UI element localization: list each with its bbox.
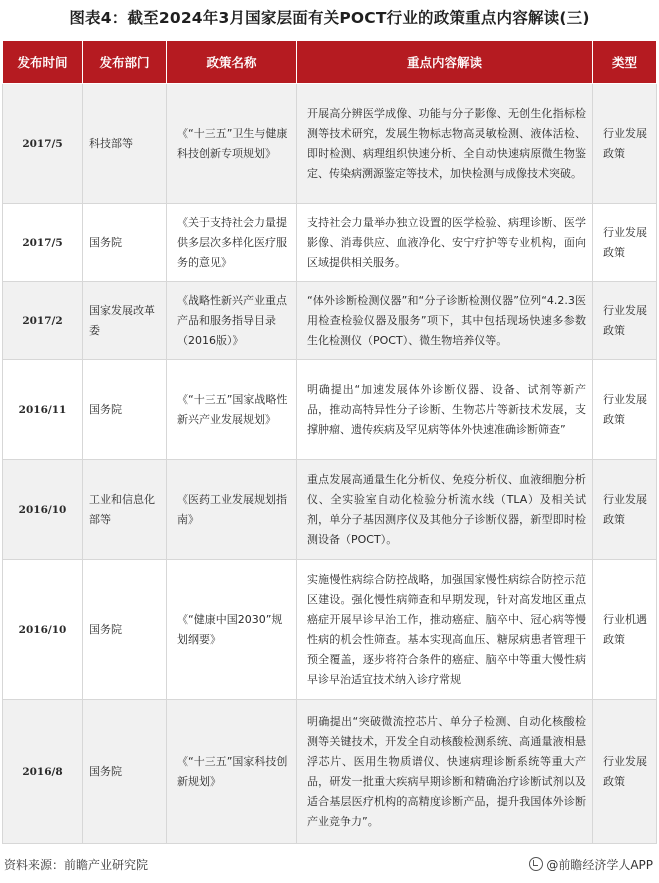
cell-time: 2016/10 <box>3 560 83 700</box>
cell-dept: 国务院 <box>83 700 167 844</box>
cell-content: 重点发展高通量生化分析仪、免疫分析仪、血液细胞分析仪、全实验室自动化检验分析流水线（TLA）及相关试剂，单分子基因测序仪及其他分子诊断仪器，新型即时检测设备（POCT）。 <box>297 460 593 560</box>
table-row <box>3 560 657 700</box>
cell-type: 行业机遇政策 <box>593 560 657 700</box>
cell-content: 支持社会力量举办独立设置的医学检验、病理诊断、医学影像、消毒供应、血液净化、安宁疗护等专业机构，面向区域提供相关服务。 <box>297 204 593 282</box>
column-header-content: 重点内容解读 <box>297 41 593 84</box>
column-header-type: 类型 <box>593 41 657 84</box>
cell-content: 开展高分辨医学成像、功能与分子影像、无创生化指标检测等技术研究，发展生物标志物高灵敏检测、液体活检、即时检测、病理组织快速分析、全自动快速病原微生物鉴定、传染病溯源鉴定等技术，加快检测与成像技术突破。 <box>297 84 593 204</box>
cell-policy: 《“健康中国2030”规划纲要》 <box>167 560 297 700</box>
cell-content: 明确提出“突破微流控芯片、单分子检测、自动化核酸检测等关键技术，开发全自动核酸检测系统、高通量液相悬浮芯片、医用生物质谱仪、快速病理诊断系统等重大产品，研发一批重大疾病早期诊断和精确治疗诊断试剂以及适合基层医疗机构的高精度诊断产品，提升我国体外诊断产业竞争力”。 <box>297 700 593 844</box>
cell-time: 2017/5 <box>3 204 83 282</box>
table-row <box>3 460 657 560</box>
cell-dept: 国务院 <box>83 204 167 282</box>
cell-dept: 科技部等 <box>83 84 167 204</box>
brand-credit-label: @前瞻经济学人APP <box>546 858 653 872</box>
cell-time: 2017/2 <box>3 282 83 360</box>
column-header-policy: 政策名称 <box>167 41 297 84</box>
policy-table <box>2 40 657 844</box>
cell-time: 2016/10 <box>3 460 83 560</box>
cell-time: 2016/11 <box>3 360 83 460</box>
page-title: 图表4：截至2024年3月国家层面有关POCT行业的政策重点内容解读(三) <box>69 9 590 27</box>
brand-logo-icon <box>529 857 543 871</box>
cell-content: 实施慢性病综合防控战略，加强国家慢性病综合防控示范区建设。强化慢性病筛查和早期发现，针对高发地区重点癌症开展早诊早治工作，推动癌症、脑卒中、冠心病等慢性病的机会性筛查。基本实现高血压、糖尿病患者管理干预全覆盖，逐步将符合条件的癌症、脑卒中等重大慢性病早诊早治适宜技术纳入诊疗常规 <box>297 560 593 700</box>
cell-dept: 国务院 <box>83 360 167 460</box>
brand-credit <box>529 856 653 873</box>
column-header-dept: 发布部门 <box>83 41 167 84</box>
cell-dept: 国家发展改革委 <box>83 282 167 360</box>
cell-policy: 《医药工业发展规划指南》 <box>167 460 297 560</box>
cell-policy: 《“十三五”卫生与健康科技创新专项规划》 <box>167 84 297 204</box>
table-row <box>3 84 657 204</box>
cell-type: 行业发展政策 <box>593 700 657 844</box>
source-note: 资料来源：前瞻产业研究院 <box>4 858 149 872</box>
column-header-time: 发布时间 <box>3 41 83 84</box>
cell-content: 明确提出“加速发展体外诊断仪器、设备、试剂等新产品，推动高特异性分子诊断、生物芯片等新技术发展，支撑肿瘤、遗传疾病及罕见病等体外快速准确诊断筛查” <box>297 360 593 460</box>
cell-type: 行业发展政策 <box>593 282 657 360</box>
cell-policy: 《“十三五”国家战略性新兴产业发展规划》 <box>167 360 297 460</box>
cell-dept: 工业和信息化部等 <box>83 460 167 560</box>
cell-time: 2016/8 <box>3 700 83 844</box>
table-row <box>3 282 657 360</box>
cell-type: 行业发展政策 <box>593 84 657 204</box>
cell-policy: 《关于支持社会力量提供多层次多样化医疗服务的意见》 <box>167 204 297 282</box>
cell-type: 行业发展政策 <box>593 360 657 460</box>
cell-type: 行业发展政策 <box>593 460 657 560</box>
cell-time: 2017/5 <box>3 84 83 204</box>
cell-type: 行业发展政策 <box>593 204 657 282</box>
table-header-row <box>3 41 657 84</box>
table-row <box>3 360 657 460</box>
table-row <box>3 204 657 282</box>
cell-content: “体外诊断检测仪器”和“分子诊断检测仪器”位列“4.2.3医用检查检验仪器及服务”项下，其中包括现场快速多参数生化检测仪（POCT）、微生物培养仪等。 <box>297 282 593 360</box>
cell-policy: 《战略性新兴产业重点产品和服务指导目录（2016版）》 <box>167 282 297 360</box>
cell-policy: 《“十三五”国家科技创新规划》 <box>167 700 297 844</box>
cell-dept: 国务院 <box>83 560 167 700</box>
table-row <box>3 700 657 844</box>
